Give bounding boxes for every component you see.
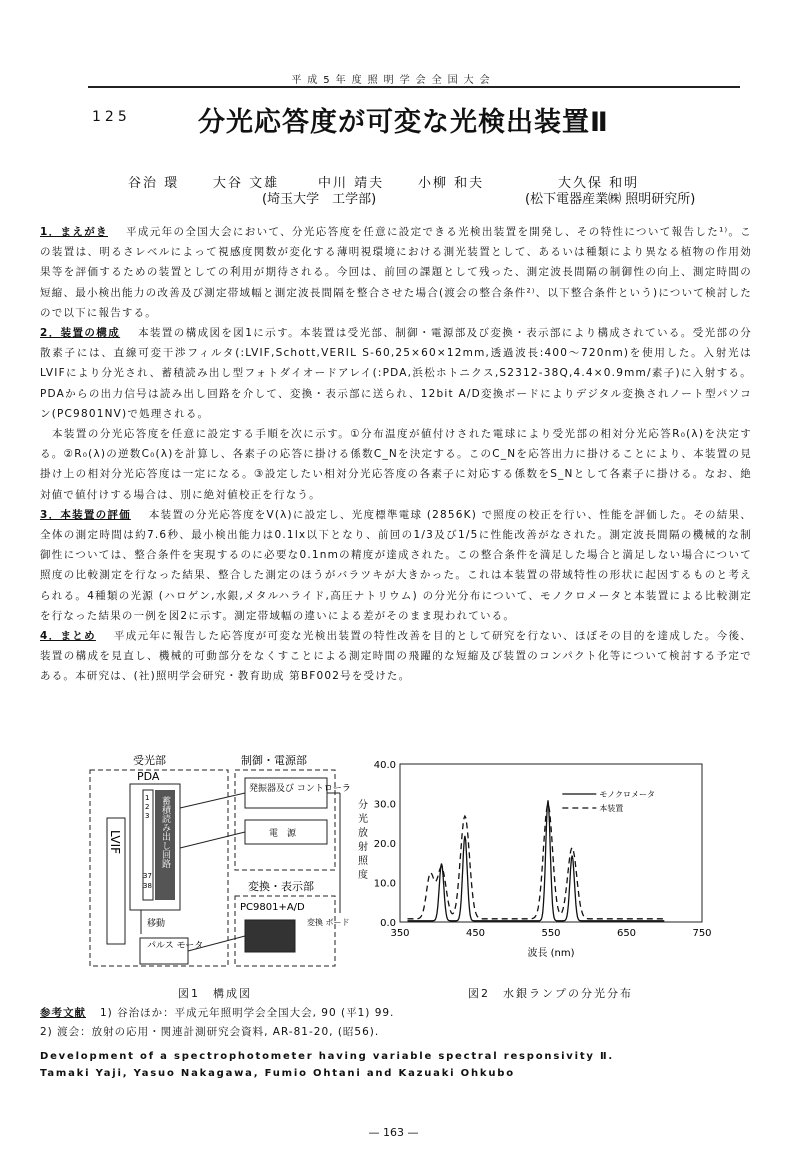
- section-text: 本装置の分光応答度を任意に設定する手順を次に示す。①分布温度が値付けされた電球により受光部の相対分光応答R₀(λ)を決定する。②R₀(λ)の逆数C₀(λ)を計算し、各素子の応答に掛ける係数C_Nを決定する。このC_Nを応答出力に掛けることにより、本装置の見掛け上の相対分光応答度は一定になる。③設定したい相対分光応答度の各素子に対応する係数をS_Nとして各素子に掛ける。なお、絶対値で値付けする場合は、別に絶対値校正を行なう。: [40, 428, 752, 501]
- label-control: 制御・電源部: [241, 754, 307, 767]
- label-pda: PDA: [137, 770, 160, 783]
- section-heading: 1．まえがき: [40, 226, 109, 238]
- section-1: [40, 222, 752, 323]
- references-heading: 参考文献: [40, 1007, 86, 1019]
- y-axis-label-char: 射: [358, 842, 368, 853]
- label-lvif: LVIF: [108, 830, 122, 855]
- author-2: 大谷 文雄: [213, 176, 280, 191]
- label-board: 変換 ボード: [307, 918, 350, 927]
- english-authors: Tamaki Yaji, Yasuo Nakagawa, Fumio Ohtani and Kazuaki Ohkubo: [40, 1068, 515, 1079]
- label-conv: 変換・表示部: [248, 880, 314, 893]
- section-text: 平成元年の全国大会において、分光応答度を任意に設定できる光検出装置を開発し、その特性について報告した¹⁾。この装置は、明るさレベルによって視感度関数が変化する薄明視環境における測光装置として、あるいは種類により異なる植物の作用効果等を評価するための装置としての利用が期待される。今回は、前回の課題として残った、測定波長間隔の制御性の向上、測定時間の短縮、最小検出能力の改善及び測定帯域幅と測定波長間隔を整合させた場合(渡会の整合条件²⁾、以下整合条件という)について検討したので以下に報告する。: [40, 226, 752, 319]
- y-tick-label: 40.0: [373, 760, 396, 771]
- y-tick-label: 30.0: [373, 799, 396, 811]
- label-pc: PC9801+A/D: [240, 902, 305, 913]
- author-1: 谷治 環: [128, 176, 180, 191]
- y-axis-label-char: 放: [358, 828, 368, 839]
- label-receiver: 受光部: [133, 754, 166, 767]
- x-tick-label: 550: [541, 928, 561, 939]
- figure-2-caption: 図2 水銀ランプの分光分布: [468, 987, 633, 1000]
- cell-3: 3: [145, 812, 150, 820]
- section-3: [40, 505, 752, 626]
- paper-number: 125: [92, 109, 131, 125]
- section-text: 本装置の構成図を図1に示す。本装置は受光部、制御・電源部及び変換・表示部により構成されている。受光部の分散素子には、直線可変干渉フィルタ(:LVIF,Schott,VERIL S-60,25×60×12mm,透過波長:400～720nm)を使用した。入射光はLVIFにより分光され、蓄積読み出し型フォトダイオードアレイ(:PDA,浜松ホトニクス,S2312-38Q,4.4×0.9mm/素子)に入射する。 PDAからの出力信号は読み出し回路を介して、変換・表示部に送られ、12bit A/D変換ボードによりデジタル変換されノート型パソコン(PC9801NV)で処理される。: [40, 327, 752, 420]
- cell-2: 2: [145, 803, 150, 811]
- conference-name: 平成5年度照明学会全国大会: [291, 75, 496, 86]
- legend-label-2: 本装置: [599, 804, 624, 813]
- y-axis-label-char: 度: [358, 870, 368, 881]
- label-osc: 発振器及び コントローラ: [249, 784, 351, 794]
- series-line-1: [408, 800, 665, 921]
- legend-label-1: モノクロメータ: [599, 790, 656, 799]
- label-readout: 蓄積読み出し回路: [160, 796, 170, 868]
- x-tick-label: 350: [390, 928, 410, 939]
- affiliation-2: (松下電器産業㈱ 照明研究所): [525, 192, 696, 207]
- english-title: Development of a spectrophotometer having variable spectral responsivity Ⅱ.: [40, 1051, 615, 1062]
- series-line-2: [408, 804, 665, 919]
- label-power: 電 源: [269, 829, 297, 839]
- y-tick-label: 10.0: [373, 878, 396, 890]
- section-4: [40, 626, 752, 687]
- y-axis-label-char: 光: [358, 814, 368, 825]
- x-axis-label: 波長 (nm): [527, 948, 575, 959]
- section-heading: 2．装置の構成: [40, 327, 121, 340]
- header-rule: [88, 86, 740, 88]
- english-abstract: [40, 1048, 614, 1082]
- cell-38: 38: [143, 882, 152, 890]
- author-5: 大久保 和明: [558, 176, 640, 191]
- y-tick-label: 20.0: [373, 839, 396, 850]
- reference-1: 1) 谷治ほか：平成元年照明学会全国大会, 90 (平1) 99.: [100, 1007, 395, 1019]
- x-tick-label: 750: [692, 928, 712, 939]
- author-3: 中川 靖夫: [318, 176, 385, 191]
- x-tick-label: 450: [465, 928, 486, 939]
- laptop-icon: [245, 920, 295, 952]
- body-text: [40, 222, 752, 687]
- reference-2: 2) 渡会：放射の応用・関連計測研究会資料, AR-81-20, (昭56).: [40, 1026, 380, 1038]
- label-motor: パルス モータ: [147, 941, 204, 951]
- y-axis-label-char: 分: [358, 800, 368, 811]
- section-text: 本装置の分光応答度をV(λ)に設定し、光度標準電球 (2856K) で照度の校正を行い、性能を評価した。その結果、全体の測定時間は約7.6秒、最小検出能力は0.1lx以下となり、前回の1/3及び1/5に性能改善がなされた。測定波長間隔の機械的な制御性については、整合条件を実現するのに必要な0.1nmの精度が達成された。この整合条件を満足した場合と満足しない場合について照度の比較測定を行なった結果、整合した測定のほうがバラツキが大きかった。これは本装置の帯域特性の形状に起因するものと考えられる。4種類の光源 (ハロゲン,水銀,メタルハライド,高圧ナトリウム) の分光分布について、モノクロメータと本装置による比較測定を行なった結果の一例を図2に示す。測定帯域幅の違いによる差がそのまま現われている。: [40, 508, 752, 622]
- cell-37: 37: [143, 872, 152, 880]
- page-number: — 163 —: [368, 1126, 419, 1139]
- section-2-para2: [40, 424, 752, 505]
- author-4: 小柳 和夫: [418, 176, 485, 191]
- affiliation-1: (埼玉大学 工学部): [262, 192, 377, 207]
- references: [40, 1004, 394, 1042]
- figure-1-diagram: [85, 748, 355, 980]
- section-heading: 3．本装置の評価: [40, 508, 131, 521]
- y-tick-label: 0.0: [380, 918, 396, 929]
- paper-title: 分光応答度が可変な光検出装置Ⅱ: [198, 107, 609, 138]
- section-heading: 4．まとめ: [40, 630, 96, 643]
- figure-2-chart: [350, 752, 720, 974]
- cell-1: 1: [145, 794, 150, 802]
- label-move: 移動: [147, 919, 166, 929]
- y-axis-label-char: 照: [358, 856, 368, 867]
- x-tick-label: 650: [616, 928, 637, 939]
- section-text: 平成元年に報告した応答度が可変な光検出装置の特性改善を目的として研究を行ない、ほぼその目的を達成した。今後、装置の構成を見直し、機械的可動部分をなくすことによる測定時間の飛躍的な短縮及び装置のコンパクト化等について検討する予定である。本研究は、(社)照明学会研究・教育助成 第BF002号を受けた。: [40, 630, 752, 683]
- plot-frame: [400, 764, 702, 922]
- section-2: [40, 323, 752, 424]
- figure-1-caption: 図1 構成図: [178, 987, 252, 1000]
